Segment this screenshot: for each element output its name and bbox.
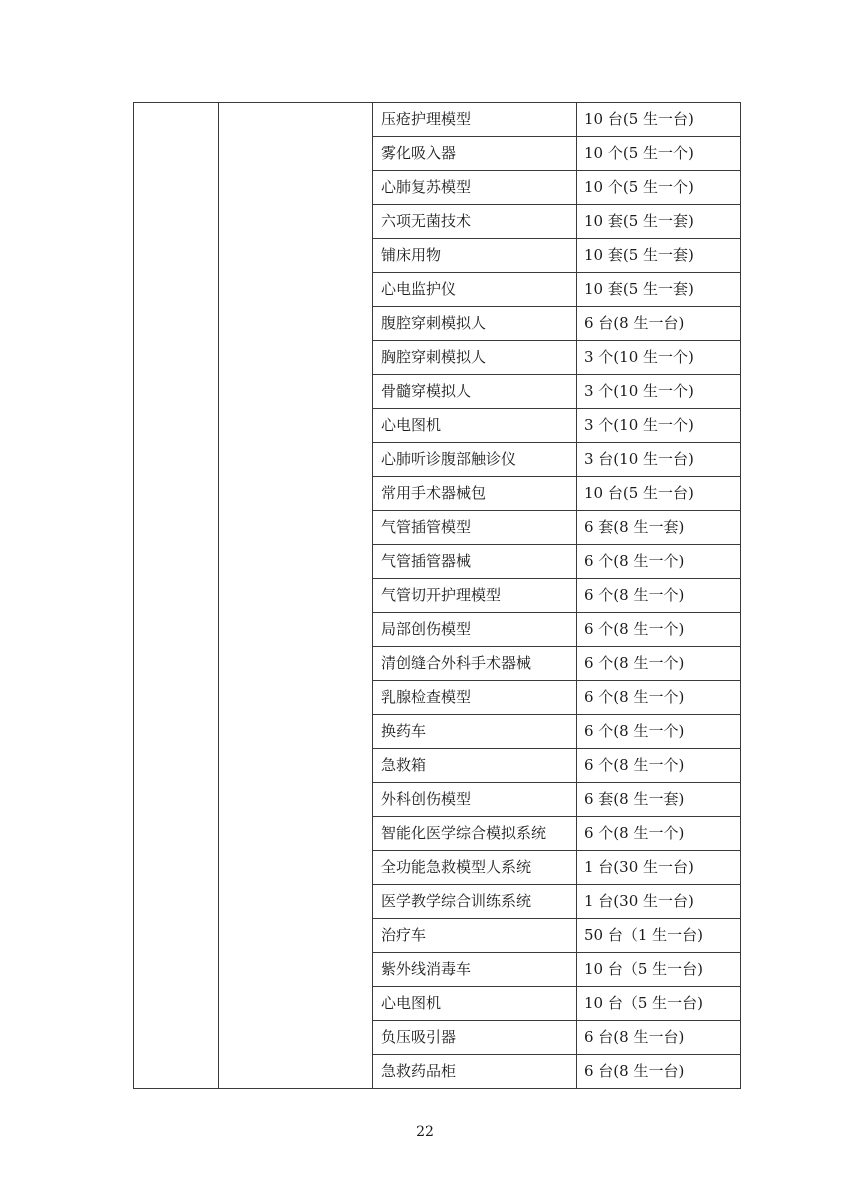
equipment-quantity-cell: 10 套(5 生一套) xyxy=(577,273,741,307)
blank-subcategory-cell xyxy=(219,103,373,1089)
equipment-name-cell: 六项无菌技术 xyxy=(373,205,577,239)
equipment-table xyxy=(133,102,741,1089)
equipment-name-cell: 腹腔穿刺模拟人 xyxy=(373,307,577,341)
equipment-name-cell: 乳腺检查模型 xyxy=(373,681,577,715)
equipment-name-cell: 急救药品柜 xyxy=(373,1055,577,1089)
equipment-name-cell: 医学教学综合训练系统 xyxy=(373,885,577,919)
equipment-quantity-cell: 3 台(10 生一台) xyxy=(577,443,741,477)
equipment-quantity-cell: 6 套(8 生一套) xyxy=(577,511,741,545)
equipment-quantity-cell: 6 个(8 生一个) xyxy=(577,647,741,681)
equipment-quantity-cell: 6 台(8 生一台) xyxy=(577,307,741,341)
equipment-name-cell: 骨髓穿模拟人 xyxy=(373,375,577,409)
equipment-name-cell: 局部创伤模型 xyxy=(373,613,577,647)
equipment-quantity-cell: 1 台(30 生一台) xyxy=(577,851,741,885)
equipment-quantity-cell: 10 台（5 生一台) xyxy=(577,953,741,987)
equipment-name-cell: 负压吸引器 xyxy=(373,1021,577,1055)
equipment-quantity-cell: 6 个(8 生一个) xyxy=(577,545,741,579)
equipment-quantity-cell: 10 台(5 生一台) xyxy=(577,103,741,137)
equipment-quantity-cell: 6 个(8 生一个) xyxy=(577,681,741,715)
equipment-quantity-cell: 10 台(5 生一台) xyxy=(577,477,741,511)
equipment-name-cell: 心电图机 xyxy=(373,987,577,1021)
equipment-quantity-cell: 6 个(8 生一个) xyxy=(577,613,741,647)
equipment-quantity-cell: 10 套(5 生一套) xyxy=(577,239,741,273)
equipment-quantity-cell: 6 台(8 生一台) xyxy=(577,1055,741,1089)
equipment-quantity-cell: 6 个(8 生一个) xyxy=(577,579,741,613)
equipment-name-cell: 铺床用物 xyxy=(373,239,577,273)
equipment-name-cell: 智能化医学综合模拟系统 xyxy=(373,817,577,851)
equipment-name-cell: 心肺听诊腹部触诊仪 xyxy=(373,443,577,477)
equipment-quantity-cell: 6 个(8 生一个) xyxy=(577,749,741,783)
table-row xyxy=(134,103,741,137)
equipment-quantity-cell: 10 套(5 生一套) xyxy=(577,205,741,239)
equipment-name-cell: 压疮护理模型 xyxy=(373,103,577,137)
equipment-name-cell: 心电监护仪 xyxy=(373,273,577,307)
equipment-table-body xyxy=(134,103,741,1089)
equipment-name-cell: 心电图机 xyxy=(373,409,577,443)
equipment-name-cell: 胸腔穿刺模拟人 xyxy=(373,341,577,375)
equipment-name-cell: 急救箱 xyxy=(373,749,577,783)
equipment-name-cell: 治疗车 xyxy=(373,919,577,953)
equipment-quantity-cell: 6 个(8 生一个) xyxy=(577,715,741,749)
equipment-quantity-cell: 50 台（1 生一台) xyxy=(577,919,741,953)
equipment-name-cell: 紫外线消毒车 xyxy=(373,953,577,987)
equipment-quantity-cell: 10 台（5 生一台) xyxy=(577,987,741,1021)
blank-category-cell xyxy=(134,103,219,1089)
equipment-quantity-cell: 6 台(8 生一台) xyxy=(577,1021,741,1055)
equipment-name-cell: 气管插管器械 xyxy=(373,545,577,579)
equipment-name-cell: 雾化吸入器 xyxy=(373,137,577,171)
equipment-name-cell: 气管插管模型 xyxy=(373,511,577,545)
page-number: 22 xyxy=(416,1124,434,1140)
equipment-name-cell: 全功能急救模型人系统 xyxy=(373,851,577,885)
equipment-name-cell: 换药车 xyxy=(373,715,577,749)
equipment-name-cell: 外科创伤模型 xyxy=(373,783,577,817)
equipment-quantity-cell: 1 台(30 生一台) xyxy=(577,885,741,919)
equipment-name-cell: 心肺复苏模型 xyxy=(373,171,577,205)
equipment-name-cell: 常用手术器械包 xyxy=(373,477,577,511)
equipment-quantity-cell: 3 个(10 生一个) xyxy=(577,409,741,443)
equipment-quantity-cell: 6 套(8 生一套) xyxy=(577,783,741,817)
equipment-quantity-cell: 10 个(5 生一个) xyxy=(577,171,741,205)
equipment-quantity-cell: 10 个(5 生一个) xyxy=(577,137,741,171)
equipment-quantity-cell: 3 个(10 生一个) xyxy=(577,375,741,409)
equipment-quantity-cell: 6 个(8 生一个) xyxy=(577,817,741,851)
equipment-name-cell: 清创缝合外科手术器械 xyxy=(373,647,577,681)
equipment-quantity-cell: 3 个(10 生一个) xyxy=(577,341,741,375)
equipment-name-cell: 气管切开护理模型 xyxy=(373,579,577,613)
